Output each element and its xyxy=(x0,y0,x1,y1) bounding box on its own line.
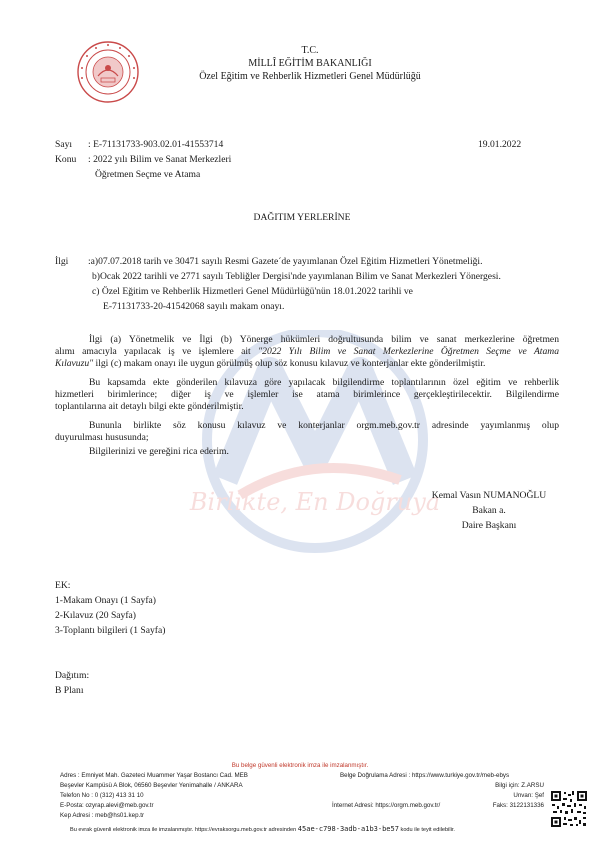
paragraph-1-line-1: İlgi (a) Yönetmelik ve İlgi (b) Yönerge hükümleri doğrultusunda bilim ve sanat merkezlerine öğretmen xyxy=(89,334,559,345)
watermark-text: Birlikte, En Doğruya xyxy=(189,488,441,516)
paragraph-1-line-3 xyxy=(55,358,485,370)
document-date: 19.01.2022 xyxy=(478,139,522,150)
verification-code: 45ae-c798-3adb-a1b3-be57 xyxy=(297,825,399,833)
paragraph-2-line-1: Bu kapsamda ekte gönderilen kılavuza göre yapılacak bilgilendirme toplantılarının özel eğitim ve rehberlik xyxy=(89,377,559,388)
qr-code xyxy=(550,790,588,828)
sayi-value: : E-71131733-903.02.01-41553714 xyxy=(88,139,224,150)
paragraph-3-line-2: duyurulması hususunda; xyxy=(55,432,149,443)
footer-address-2: Beşevler Kampüsü A Blok, 06560 Beşevler Yenimahalle / ANKARA xyxy=(60,782,243,789)
guide-title-end: Kılavuzu" xyxy=(55,358,94,369)
attachment-item-3: 3-Toplantı bilgileri (1 Sayfa) xyxy=(55,625,166,636)
footer-fax: Faks: 3122131336 xyxy=(492,802,544,809)
konu-value-2: Öğretmen Seçme ve Atama xyxy=(95,169,201,180)
ilgi-a: :a)07.07.2018 tarih ve 30471 sayılı Resmi Gazete´de yayımlanan Özel Eğitim Hizmetleri Yönetmeliği. xyxy=(88,256,483,267)
footer-verify-url[interactable]: Belge Doğrulama Adresi : https://www.turkiye.gov.tr/meb-ebys xyxy=(340,772,510,779)
footer-phone: Telefon No : 0 (312) 413 31 10 xyxy=(60,792,144,799)
paragraph-2-line-3: toplantılarına ait detaylı bilgi ekte gönderilmiştir. xyxy=(55,401,244,412)
sayi-label: Sayı xyxy=(55,139,73,150)
distribution-value: B Planı xyxy=(55,685,84,696)
footer-address: Adres : Emniyet Mah. Gazeteci Muammer Yaşar Bostancı Cad. MEB xyxy=(60,772,248,779)
ilgi-b: b)Ocak 2022 tarihli ve 2771 sayılı Tebliğler Dergisi'nde yayımlanan Bilim ve Sanat Merkezleri Yönergesi. xyxy=(92,271,501,282)
signatory-name: Kemal Vasın NUMANOĞLU xyxy=(431,490,547,501)
p1-line3-text: ilgi (c) makam onayı ile uygun görülmüş olup söz konusu kılavuz ve konterjanlar ekte gönderilmiştir. xyxy=(93,358,486,369)
paragraph-2-line-2: hizmetleri birimlerince; diğer iş ve işlemler ise atama birimlerince gerçekleştirilecektir. Bilgilendirme xyxy=(55,389,559,400)
attachments-label: EK: xyxy=(55,580,71,591)
ilgi-c-line1: c) Özel Eğitim ve Rehberlik Hizmetleri Genel Müdürlüğü'nün 18.01.2022 tarihli ve xyxy=(92,286,413,297)
header-ministry: MİLLÎ EĞİTİM BAKANLIĞI xyxy=(248,58,372,69)
header-tc: T.C. xyxy=(301,45,319,56)
letterhead xyxy=(160,44,460,83)
paragraph-1-line-2 xyxy=(55,346,559,358)
ilgi-label: İlgi xyxy=(55,256,69,267)
footer-info: Bilgi için: Z.ARSU xyxy=(495,782,544,789)
ministry-seal-logo xyxy=(76,40,140,104)
header-directorate: Özel Eğitim ve Rehberlik Hizmetleri Genel Müdürlüğü xyxy=(199,71,421,82)
recipient: DAĞITIM YERLERİNE xyxy=(253,212,351,223)
e-signature-notice: Bu belge güvenli elektronik imza ile imzalanmıştır. xyxy=(231,762,369,769)
p1-line2-text: alımı amacıyla yapılacak iş ve işlemlere ait xyxy=(55,346,259,357)
signatory-title-2: Daire Başkanı xyxy=(461,520,517,531)
closing-line: Bilgilerinizi ve gereğini rica ederim. xyxy=(89,446,229,457)
footer-kep: Kep Adresi : meb@hs01.kep.tr xyxy=(60,812,145,819)
ilgi-c-line2: E-71131733-20-41542068 sayılı makam onayı. xyxy=(103,301,285,312)
guide-title: "2022 Yılı Bilim ve Sanat Merkezlerine Öğretmen Seçme ve Atama xyxy=(258,346,559,357)
konu-value: : 2022 yılı Bilim ve Sanat Merkezleri xyxy=(88,154,232,165)
footer-internet[interactable]: İnternet Adresi: https://orgm.meb.gov.tr/ xyxy=(332,802,441,809)
konu-label: Konu xyxy=(55,154,77,165)
signatory-title-1: Bakan a. xyxy=(472,505,506,516)
attachment-item-2: 2-Kılavuz (20 Sayfa) xyxy=(55,610,136,621)
footer-email: E-Posta: ozyrap.alevi@meb.gov.tr xyxy=(60,802,154,809)
attachment-item-1: 1-Makam Onayı (1 Sayfa) xyxy=(55,595,156,606)
paragraph-3-line-1: Bununla birlikte söz konusu kılavuz ve konterjanlar orgm.meb.gov.tr adresinde yayımlanmış olup xyxy=(89,420,559,431)
footer-bottom-b: kodu ile teyit edilebilir. xyxy=(400,827,455,833)
footer-bottom-line xyxy=(70,825,455,834)
footer-bottom-a: Bu evrak güvenli elektronik imza ile imzalanmıştır. https://evraksorgu.meb.gov.tr adresinden xyxy=(70,827,297,833)
distribution-label: Dağıtım: xyxy=(55,670,90,681)
footer-role: Unvan: Şef xyxy=(513,792,544,799)
